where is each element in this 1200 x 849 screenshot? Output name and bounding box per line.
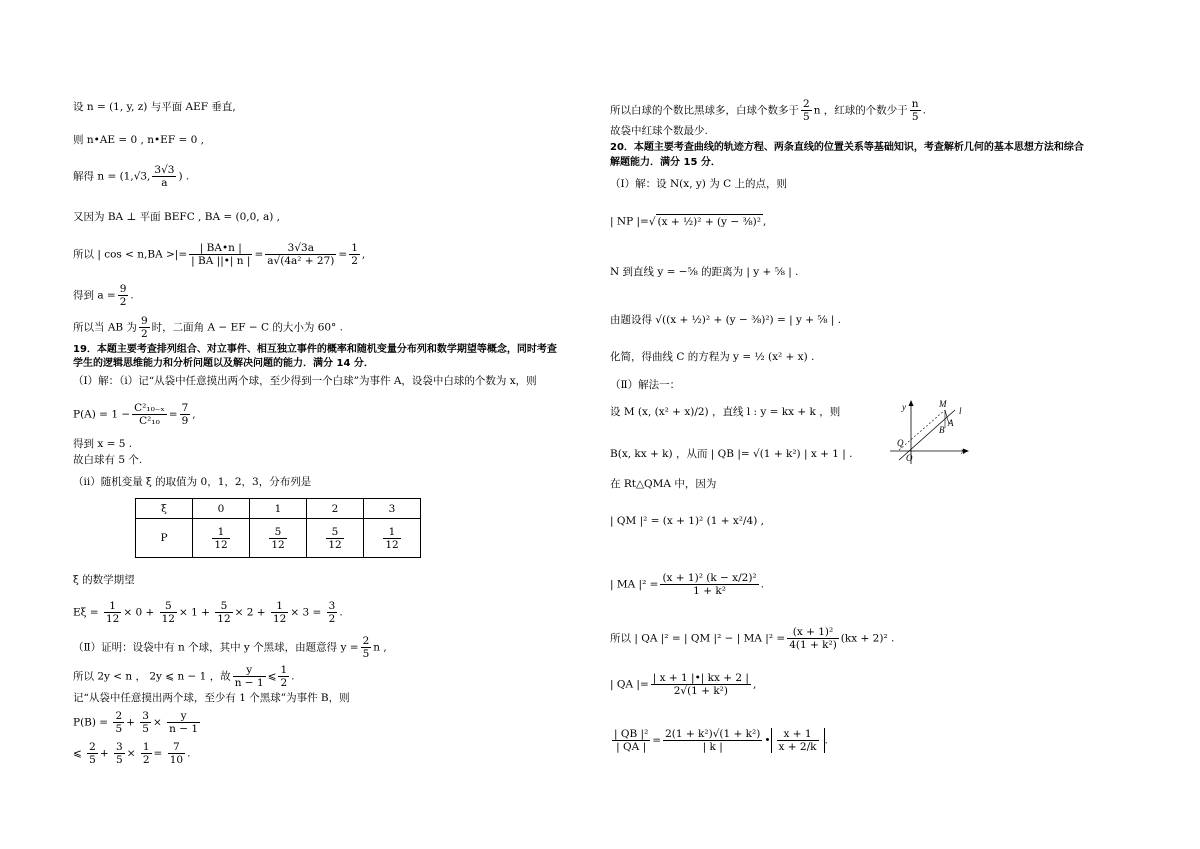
line-set-b: B(x, kx + k) ，从而 | QB |= √(1 + k²) | x + 1 | . <box>610 448 853 460</box>
label-q: Q <box>897 438 904 448</box>
table-cell: $\frac{5}{12}$ <box>307 519 364 558</box>
line-ba-plane: 又因为 BA ⊥ 平面 BEFC , BA = (0,0, a) , <box>73 211 281 223</box>
heading-q20: 20．本题主要考查曲线的轨迹方程、两条直线的位置关系等基础知识，考查解析几何的基本思想方法和综合 <box>610 142 1084 153</box>
table-row <box>136 519 421 558</box>
line-distance: N 到直线 y = −⅝ 的距离为 | y + ⅝ | . <box>610 266 799 278</box>
table-cell: P <box>136 519 193 558</box>
table-cell: 3 <box>364 499 421 519</box>
line-cos: 所以 | cos < n,BA >|= $\frac{| BA•n |}{| BA ||•| n |}$ = $\frac{3√3a}{\text{a√(4a² + 27)}}$ = $\frac{1}{2}$ , <box>73 242 366 267</box>
line-event-a: （Ⅰ）解：（i）记“从袋中任意摸出两个球，至少得到一个白球”为事件 A，设袋中白球的个数为 x，则 <box>73 375 537 387</box>
line-red-least: 故袋中红球个数最少. <box>610 125 708 137</box>
line-method-one: （Ⅱ）解法一： <box>610 379 681 391</box>
line-p-b: P(B) = $\frac{2}{5}$ + $\frac{3}{5}$ × $\frac{y}{n - 1}$ <box>73 710 199 735</box>
line-normal-vector: 设 n = (1, y, z) 与平面 AEF 垂直, <box>73 101 236 113</box>
line-white-more: 所以白球的个数比黑球多，白球个数多于 $\frac{2}{5}$ n ，红球的个数少于 $\frac{n}{5}$ . <box>610 98 926 123</box>
label-o: O <box>906 453 913 463</box>
table-cell: ξ <box>136 499 193 519</box>
heading-q19: 19．本题主要考查排列组合、对立事件、相互独立事件的概率和随机变量分布列和数学期望等概念，同时考查 <box>73 344 557 355</box>
line-p-a: P(A) = 1 − $\frac{\text{C²₁₀₋ₓ}}{\text{C²₁₀}}$ = $\frac{7}{9}$ , <box>73 402 196 427</box>
line-x5: 得到 x = 5 . <box>73 438 133 450</box>
line-ma: | MA |² = $\frac{\text{(x + 1)² (k − x/2)²}}{\text{1 + k²}}$ . <box>610 572 764 597</box>
line-np: | NP |=√ (x + ½)² + (y − ⅜)² , <box>610 215 767 228</box>
line-qa: | QA |= $\frac{| x + 1 |•| kx + 2 |}{\text{2√(1 + k²)}}$ , <box>610 672 757 697</box>
line-conclusion-18: 所以当 AB 为 $\frac{9}{2}$ 时，二面角 A − EF − C 的大小为 60° . <box>73 315 343 340</box>
line-a-value: 得到 a = $\frac{9}{2}$ . <box>73 283 134 308</box>
line-white-balls: 故白球有 5 个. <box>73 454 143 466</box>
heading-q20-cont: 解题能力．满分 15 分． <box>610 157 721 168</box>
line-rt-triangle: 在 Rt△QMA 中，因为 <box>610 478 717 490</box>
line-simplify: 化简，得曲线 C 的方程为 y = ½ (x² + x) . <box>610 351 815 363</box>
distribution-table <box>135 498 421 558</box>
line-expectation-label: ξ 的数学期望 <box>73 574 135 586</box>
line-qm: | QM |² = (x + 1)² (1 + x²/4) , <box>610 515 764 527</box>
table-cell: $\frac{1}{12}$ <box>364 519 421 558</box>
heading-q19-cont: 学生的逻辑思维能力和分析问题以及解决问题的能力．满分 14 分． <box>73 358 374 369</box>
line-perpendicular: 则 n•AE = 0 , n•EF = 0 , <box>73 134 204 146</box>
label-b: B <box>939 425 945 435</box>
line-qa-squared: 所以 | QA |² = | QM |² − | MA |² = $\frac{\text{(x + 1)²}}{\text{4(1 + k²)}}$ (kx + 2)² . <box>610 626 895 651</box>
line-solve-n: 解得 n = (1,√3, $\frac{3√3}{a}$ ) . <box>73 164 190 189</box>
line-distribution-intro: （ii）随机变量 ξ 的取值为 0，1，2，3，分布列是 <box>73 476 312 488</box>
label-m: M <box>939 399 947 409</box>
table-cell: $\frac{5}{12}$ <box>250 519 307 558</box>
table-cell: $\frac{1}{12}$ <box>193 519 250 558</box>
y-axis-arrow <box>909 400 914 406</box>
line-inequality: 所以 2y < n ， 2y ⩽ n − 1 ，故 $\frac{y}{n - 1}$ ⩽ $\frac{1}{2}$ . <box>73 664 295 689</box>
geometry-figure <box>885 398 975 468</box>
table-cell: 2 <box>307 499 364 519</box>
label-y: y <box>902 402 906 412</box>
line-set-n: （Ⅰ）解：设 N(x, y) 为 C 上的点，则 <box>610 178 787 190</box>
label-a: A <box>948 418 954 428</box>
line-expectation: Eξ = $\frac{1}{12}$ × 0 + $\frac{5}{12}$ × 1 + $\frac{5}{12}$ × 2 + $\frac{1}{12}$ × 3 = $\frac{3}{2}$ . <box>73 600 343 625</box>
table-row <box>136 499 421 519</box>
label-x: x <box>961 446 965 456</box>
line-proof: （Ⅱ）证明：设袋中有 n 个球，其中 y 个黑球，由题意得 y = $\frac{2}{5}$ n , <box>73 635 387 660</box>
label-l: l <box>959 406 962 416</box>
line-p-b-bound: ⩽ $\frac{2}{5}$ + $\frac{3}{5}$ × $\frac{1}{2}$ = $\frac{7}{10}$ . <box>73 741 191 766</box>
table-cell: 1 <box>250 499 307 519</box>
line-event-b: 记“从袋中任意摸出两个球，至少有 1 个黑球”为事件 B，则 <box>73 692 350 704</box>
table-cell: 0 <box>193 499 250 519</box>
line-condition: 由题设得 √((x + ½)² + (y − ⅜)²) = | y + ⅝ | . <box>610 314 842 326</box>
line-set-m: 设 M (x, (x² + x)/2) ，直线 l : y = kx + k ，则 <box>610 406 841 418</box>
line-ratio: $\frac{\text{| QB |²}}{| QA |}$ = $\frac{\text{2(1 + k²)√(1 + k²)}}{| k |}$ • $\frac{x + 1}{x + 2/k}$ . <box>614 728 828 753</box>
